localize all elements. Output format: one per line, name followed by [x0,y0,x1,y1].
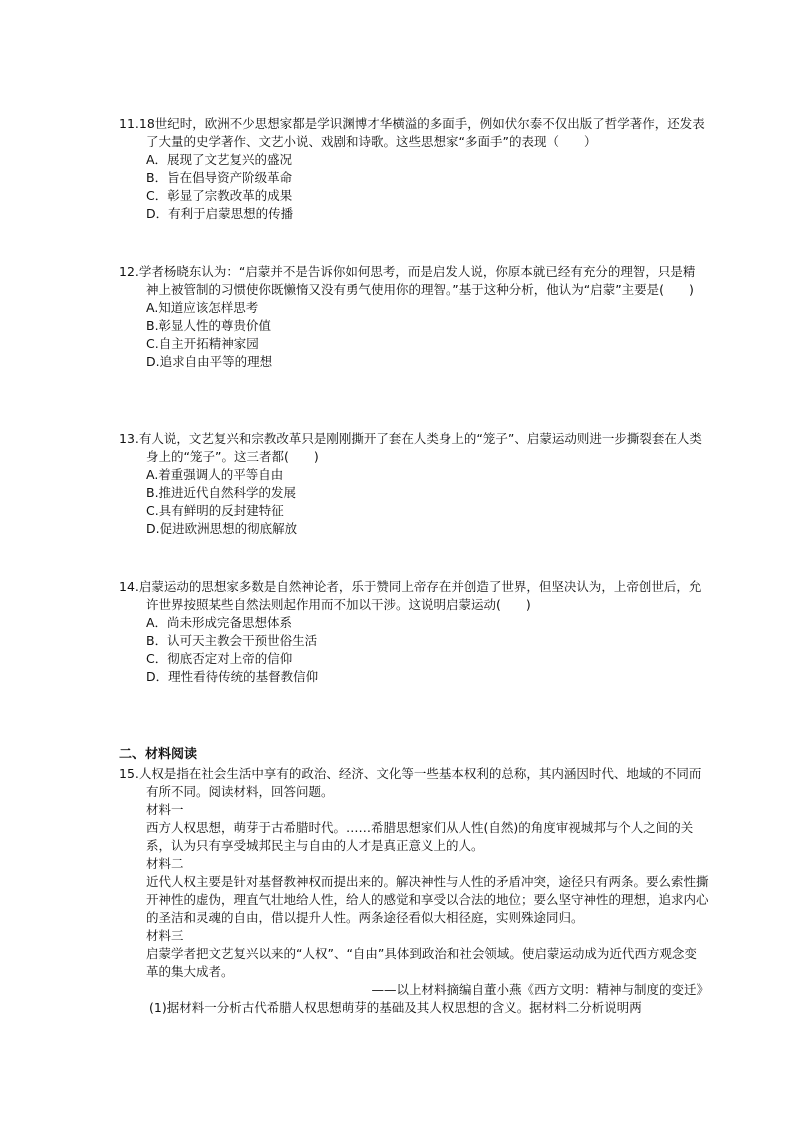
material-3-label: 材料三 [146,928,184,943]
option-c[interactable]: C.具有鲜明的反封建特征 [146,503,284,518]
option-a[interactable]: A.知道应该怎样思考 [146,300,259,315]
question-14 [119,578,707,686]
option-d[interactable]: D．有利于启蒙思想的传播 [146,206,294,221]
question-stem: 13.有人说，文艺复兴和宗教改革只是刚刚撕开了套在人类身上的“笼子”、启蒙运动则进一步撕裂套在人类身上的“笼子”。这三者都( ) [119,431,702,464]
question-11 [119,115,707,223]
question-12 [119,263,707,371]
option-b[interactable]: B．认可天主教会干预世俗生活 [146,633,318,648]
question-stem: 15.人权是指在社会生活中享有的政治、经济、文化等一些基本权利的总称，其内涵因时代、地域的不同而有所不同。阅读材料，回答问题。 [119,766,702,799]
question-stem: 14.启蒙运动的思想家多数是自然神论者，乐于赞同上帝存在并创造了世界，但坚决认为，上帝创世后，允许世界按照某些自然法则起作用而不加以干涉。这说明启蒙运动( ) [119,579,702,612]
material-3-text: 启蒙学者把文艺复兴以来的“人权”、“自由”具体到政治和社会领域。使启蒙运动成为近代西方观念变革的集大成者。 [146,946,697,979]
option-c[interactable]: C.自主开拓精神家园 [146,336,259,351]
option-b[interactable]: B．旨在倡导资产阶级革命 [146,170,293,185]
option-b[interactable]: B.彰显人性的尊贵价值 [146,318,272,333]
option-d[interactable]: D．理性看待传统的基督教信仰 [146,669,319,684]
material-2-label: 材料二 [146,856,184,871]
option-d[interactable]: D.追求自由平等的理想 [146,354,273,369]
option-a[interactable]: A．展现了文艺复兴的盛况 [146,152,293,167]
question-stem: 12.学者杨晓东认为：“启蒙并不是告诉你如何思考，而是启发人说，你原本就已经有充分的理智，只是精神上被管制的习惯使你既懒惰又没有勇气使用你的理智。”基于这种分析，他认为“启蒙”主要是( ) [119,264,696,297]
material-1-label: 材料一 [146,802,184,817]
option-c[interactable]: C．彰显了宗教改革的成果 [146,188,293,203]
option-c[interactable]: C．彻底否定对上帝的信仰 [146,651,293,666]
option-d[interactable]: D.促进欧洲思想的彻底解放 [146,521,298,536]
section-title: 二、材料阅读 [119,747,198,762]
question-15 [119,765,709,1017]
option-a[interactable]: A.着重强调人的平等自由 [146,467,284,482]
material-source: ——以上材料摘编自董小燕《西方文明：精神与制度的变迁》 [371,982,709,997]
sub-question-1: (1)据材料一分析古代希腊人权思想萌芽的基础及其人权思想的含义。据材料二分析说明两 [149,1000,642,1015]
material-2-text: 近代人权主要是针对基督教神权而提出来的。解决神性与人性的矛盾冲突，途径只有两条。要么索性撕开神性的虚伪，理直气壮地给人性，给人的感觉和享受以合法的地位；要么坚守神性的理想，追求内心的圣洁和灵魂的自由，借以提升人性。两条途径看似大相径庭，实则殊途同归。 [146,874,709,925]
option-a[interactable]: A．尚未形成完备思想体系 [146,615,293,630]
option-b[interactable]: B.推进近代自然科学的发展 [146,485,297,500]
question-13 [119,430,707,538]
material-1-text: 西方人权思想，萌芽于古希腊时代。……希腊思想家们从人性(自然)的角度审视城邦与个人之间的关系，认为只有享受城邦民主与自由的人才是真正意义上的人。 [146,820,694,853]
question-stem: 11.18世纪时，欧洲不少思想家都是学识渊博才华横溢的多面手，例如伏尔泰不仅出版了哲学著作，还发表了大量的史学著作、文艺小说、戏剧和诗歌。这些思想家“多面手”的表现（ ） [119,116,705,149]
